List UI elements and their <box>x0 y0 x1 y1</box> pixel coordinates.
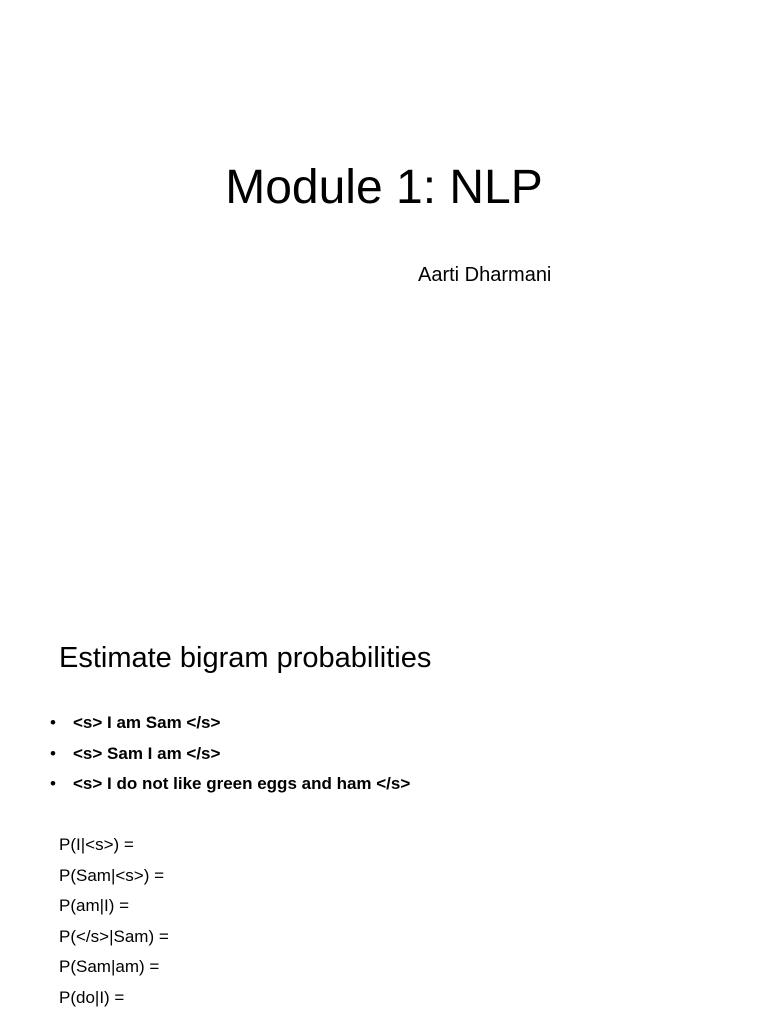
probability-item: P(I|<s>) = <box>59 835 134 854</box>
sentence-list <box>50 708 410 800</box>
slide-title: Module 1: NLP <box>225 161 543 214</box>
list-item <box>50 769 410 800</box>
bullet-icon: • <box>50 743 56 763</box>
bigram-slide <box>0 576 768 1024</box>
probability-item: P(Sam|am) = <box>59 957 160 976</box>
sentence-text: <s> I am Sam </s> <box>73 713 221 732</box>
slide-author: Aarti Dharmani <box>418 264 552 286</box>
list-item <box>50 708 410 739</box>
probability-list <box>59 830 169 1013</box>
sentence-text: <s> Sam I am </s> <box>73 743 221 763</box>
probability-item: P(do|I) = <box>59 987 125 1007</box>
bullet-icon: • <box>50 713 56 732</box>
sentence-text: <s> I do not like green eggs and ham </s> <box>73 774 411 793</box>
list-item <box>50 739 410 770</box>
probability-item: P(Sam|<s>) = <box>59 865 165 885</box>
slide-heading: Estimate bigram probabilities <box>59 642 432 674</box>
bullet-icon: • <box>50 774 56 793</box>
probability-item: P(am|I) = <box>59 896 130 915</box>
probability-item: P(</s>|Sam) = <box>59 926 169 946</box>
